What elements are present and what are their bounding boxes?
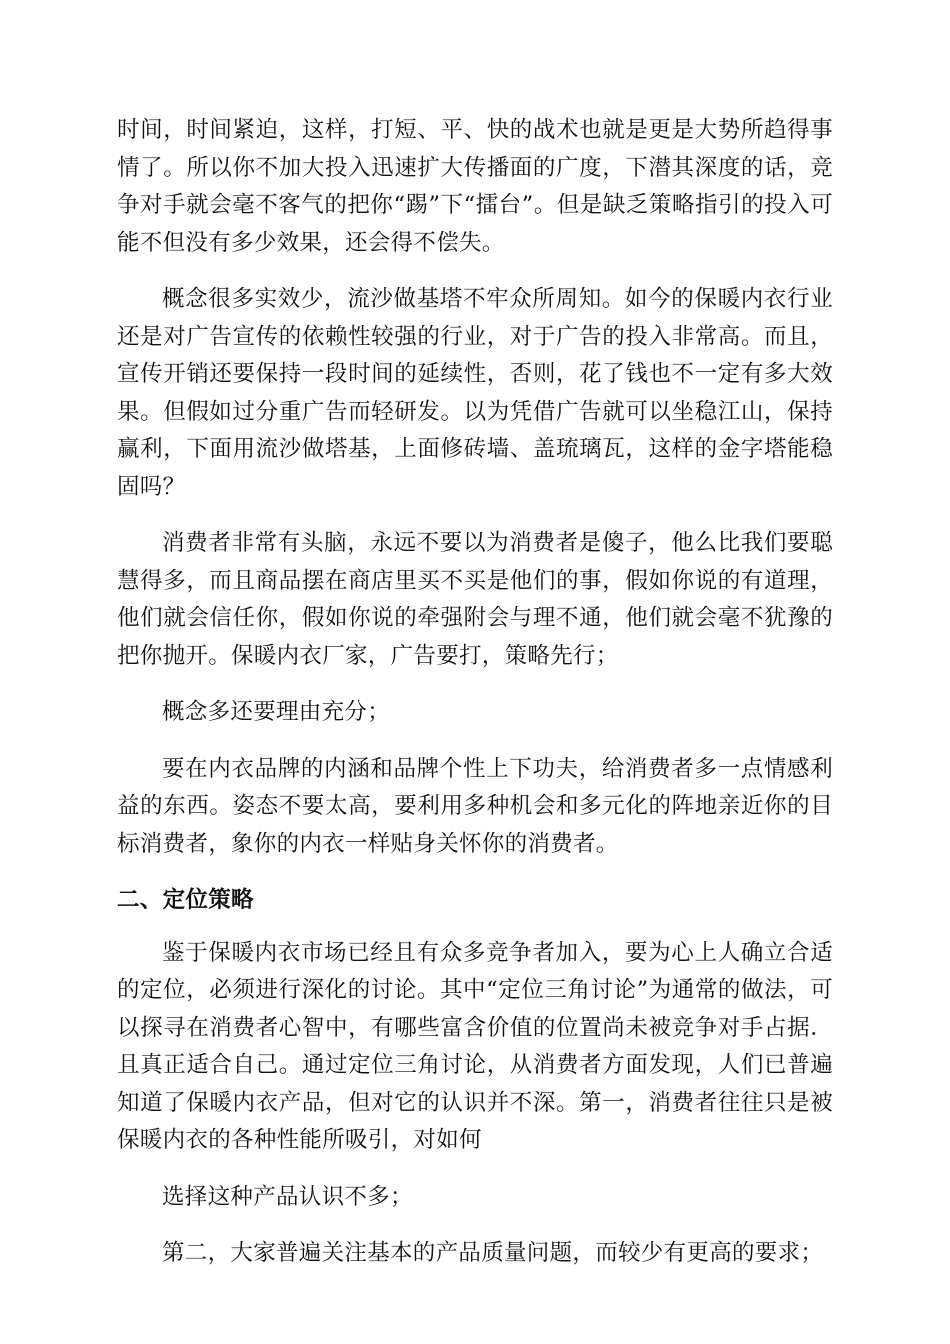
paragraph-7: 选择这种产品认识不多；	[162, 1183, 413, 1210]
document-body	[117, 112, 833, 1292]
paragraph-1: 时间，时间紧迫，这样，打短、平、快的战术也就是更是大势所趋得事情了。所以你不加大投入迅速扩大传播面的广度，下潜其深度的话，竞争对手就会毫不客气的把你“踢”下“擂台”。但是缺乏策略指引的投入可能不但没有多少效果，还会得不偿失。	[117, 117, 833, 256]
paragraph-6: 鉴于保暖内衣市场已经且有众多竞争者加入，要为心上人确立合适的定位，必须进行深化的讨论。其中“定位三角讨论”为通常的做法，可以探寻在消费者心智中，有哪些富含价值的位置尚未被竞争对手占据．且真正适合自己。通过定位三角讨论，从消费者方面发现，人们已普遍知道了保暖内衣产品，但对它的认识并不深。第一，消费者往往只是被保暖内衣的各种性能所吸引，对如何	[117, 939, 833, 1153]
section-heading: 二、定位策略	[117, 887, 254, 913]
paragraph-3: 消费者非常有头脑，永远不要以为消费者是傻子，他么比我们要聪慧得多，而且商品摆在商店里买不买是他们的事，假如你说的有道理，他们就会信任你，假如你说的牵强附会与理不通，他们就会毫不犹豫的把你抛开。保暖内衣厂家，广告要打，策略先行；	[117, 530, 833, 669]
paragraph-4: 概念多还要理由充分；	[162, 699, 391, 725]
paragraph-2: 概念很多实效少，流沙做基塔不牢众所周知。如今的保暖内衣行业还是对广告宣传的依赖性较强的行业，对于广告的投入非常高。而且，宣传开销还要保持一段时间的延续性，否则，花了钱也不一定有多大效果。但假如过分重广告而轻研发。以为凭借广告就可以坐稳江山，保持赢利，下面用流沙做塔基，上面修砖墙、盖琉璃瓦，这样的金字塔能稳固吗？	[117, 286, 833, 500]
paragraph-8: 第二，大家普遍关注基本的产品质量问题，而较少有更高的要求；	[162, 1240, 824, 1266]
paragraph-5: 要在内衣品牌的内涵和品牌个性上下功夫，给消费者多一点情感利益的东西。姿态不要太高，要利用多种机会和多元化的阵地亲近你的目标消费者，象你的内衣一样贴身关怀你的消费者。	[117, 755, 833, 857]
